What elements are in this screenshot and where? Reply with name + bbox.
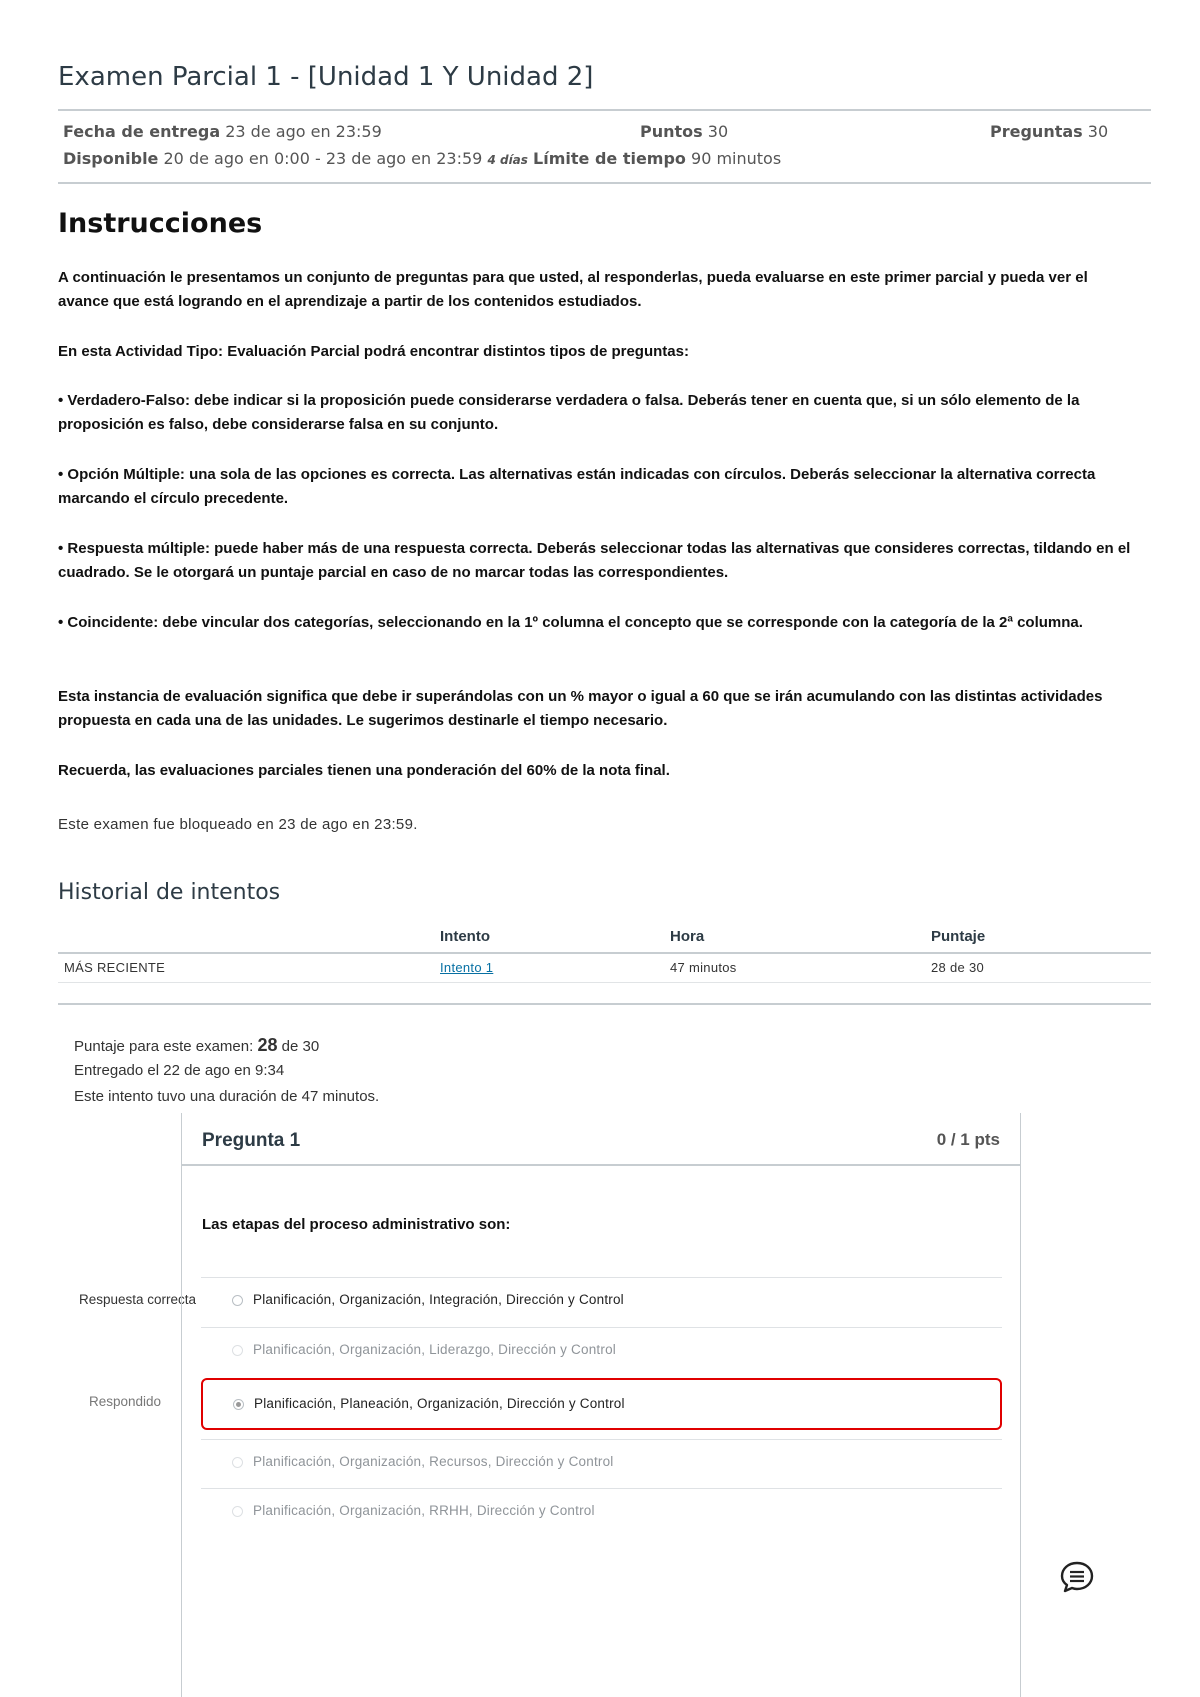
score-value: 28 bbox=[257, 1035, 278, 1055]
question-text: Las etapas del proceso administrativo son: bbox=[202, 1216, 511, 1233]
instructions-evaluation: Esta instancia de evaluación significa que debe ir superándolas con un % mayor o igual a 60 que se irán acumulando con las distintas actividades propuesta en cada una de las unidades. Le sugerimos destinarle el tiempo necesario. bbox=[58, 688, 1103, 729]
points-label: Puntos bbox=[640, 122, 703, 141]
answered-label: Respondido bbox=[89, 1394, 162, 1409]
attempt-duration: Este intento tuvo una duración de 47 minutos. bbox=[74, 1088, 380, 1105]
instructions-intro: A continuación le presentamos un conjunto de preguntas para que usted, al responderlas, pueda evaluarse en este primer parcial y pueda ver el avance que está logrando en el aprendizaje a partir de los contenidos estudiados. bbox=[58, 269, 1088, 310]
row-label: MÁS RECIENTE bbox=[64, 960, 166, 975]
time-limit-label: Límite de tiempo bbox=[533, 149, 686, 168]
due-label: Fecha de entrega bbox=[63, 122, 221, 141]
answer-text: Planificación, Organización, Liderazgo, Dirección y Control bbox=[253, 1342, 616, 1357]
answer-text: Planificación, Organización, Recursos, Dirección y Control bbox=[253, 1454, 614, 1469]
history-header-divider bbox=[58, 952, 1151, 954]
instructions-multiple-answer: • Respuesta múltiple: puede haber más de una respuesta correcta. Deberás seleccionar todas las alternativas que consideres correctas, tildando en el cuadrado. Se le otorgará un puntaje parcial en caso de no marcar todas las correspondientes. bbox=[58, 540, 1131, 581]
row-score: 28 de 30 bbox=[931, 960, 985, 975]
answer-text: Planificación, Organización, RRHH, Dirección y Control bbox=[253, 1503, 595, 1518]
row-time: 47 minutos bbox=[670, 960, 737, 975]
score-prefix: Puntaje para este examen: bbox=[74, 1038, 258, 1055]
question-title: Pregunta 1 bbox=[202, 1130, 301, 1151]
questions-label: Preguntas bbox=[990, 122, 1083, 141]
radio-icon[interactable] bbox=[232, 1506, 243, 1517]
history-row-divider bbox=[58, 982, 1151, 983]
attempt-history-heading: Historial de intentos bbox=[58, 880, 281, 905]
answer-option[interactable] bbox=[201, 1439, 1002, 1487]
column-header-attempt: Intento bbox=[440, 928, 490, 945]
radio-icon[interactable] bbox=[232, 1345, 243, 1356]
answer-option[interactable] bbox=[201, 1488, 1002, 1536]
due-value: 23 de ago en 23:59 bbox=[225, 122, 382, 141]
score-suffix: de 30 bbox=[277, 1038, 320, 1055]
question-points: 0 / 1 pts bbox=[936, 1130, 1000, 1149]
answer-option[interactable] bbox=[201, 1277, 1002, 1325]
radio-icon[interactable] bbox=[232, 1457, 243, 1468]
available-value: 20 de ago en 0:00 - 23 de ago en 23:59 bbox=[163, 149, 483, 168]
column-header-time: Hora bbox=[670, 928, 705, 945]
questions-value: 30 bbox=[1087, 122, 1109, 141]
history-bottom-divider bbox=[58, 1003, 1151, 1005]
time-limit-value: 90 minutos bbox=[691, 149, 782, 168]
score-summary bbox=[74, 1035, 319, 1056]
chat-bubble-icon[interactable] bbox=[1058, 1558, 1096, 1596]
question-header bbox=[182, 1113, 1020, 1166]
radio-icon[interactable] bbox=[232, 1295, 243, 1306]
instructions-multiple-choice: • Opción Múltiple: una sola de las opciones es correcta. Las alternativas están indicadas con círculos. Deberás seleccionar la alternativa correcta marcando el círculo precedente. bbox=[58, 466, 1096, 507]
answer-text: Planificación, Planeación, Organización, Dirección y Control bbox=[254, 1396, 625, 1411]
instructions-heading: Instrucciones bbox=[58, 208, 263, 239]
instructions-weighting: Recuerda, las evaluaciones parciales tienen una ponderación del 60% de la nota final. bbox=[58, 762, 670, 779]
availability bbox=[63, 149, 781, 168]
correct-answer-label: Respuesta correcta bbox=[79, 1292, 197, 1307]
attempt-link[interactable]: Intento 1 bbox=[440, 960, 494, 975]
quiz-title: Examen Parcial 1 - [Unidad 1 Y Unidad 2] bbox=[58, 62, 594, 92]
answer-option-selected[interactable] bbox=[201, 1378, 1002, 1430]
submitted-date: Entregado el 22 de ago en 9:34 bbox=[74, 1062, 285, 1079]
answer-text: Planificación, Organización, Integración, Dirección y Control bbox=[253, 1292, 624, 1307]
points bbox=[640, 122, 728, 141]
questions-count bbox=[990, 122, 1108, 141]
points-value: 30 bbox=[707, 122, 729, 141]
available-days: 4 días bbox=[487, 153, 528, 167]
column-header-score: Puntaje bbox=[931, 928, 986, 945]
question-card bbox=[181, 1113, 1021, 1697]
instructions-types-intro: En esta Actividad Tipo: Evaluación Parcial podrá encontrar distintos tipos de preguntas: bbox=[58, 343, 689, 360]
header-divider-top bbox=[58, 109, 1151, 111]
answer-option[interactable] bbox=[201, 1327, 1002, 1375]
radio-selected-icon[interactable] bbox=[233, 1399, 244, 1410]
locked-notice: Este examen fue bloqueado en 23 de ago en 23:59. bbox=[58, 816, 418, 833]
instructions-true-false: • Verdadero-Falso: debe indicar si la proposición puede considerarse verdadera o falsa. Deberás tener en cuenta que, si un sólo elemento de la proposición es falso, debe considerarse falsa en su conjunto. bbox=[58, 392, 1080, 433]
available-label: Disponible bbox=[63, 149, 159, 168]
due-date bbox=[63, 122, 382, 141]
header-divider-bottom bbox=[58, 182, 1151, 184]
instructions-matching: • Coincidente: debe vincular dos categorías, seleccionando en la 1º columna el concepto que se corresponde con la categoría de la 2ª columna. bbox=[58, 614, 1083, 631]
